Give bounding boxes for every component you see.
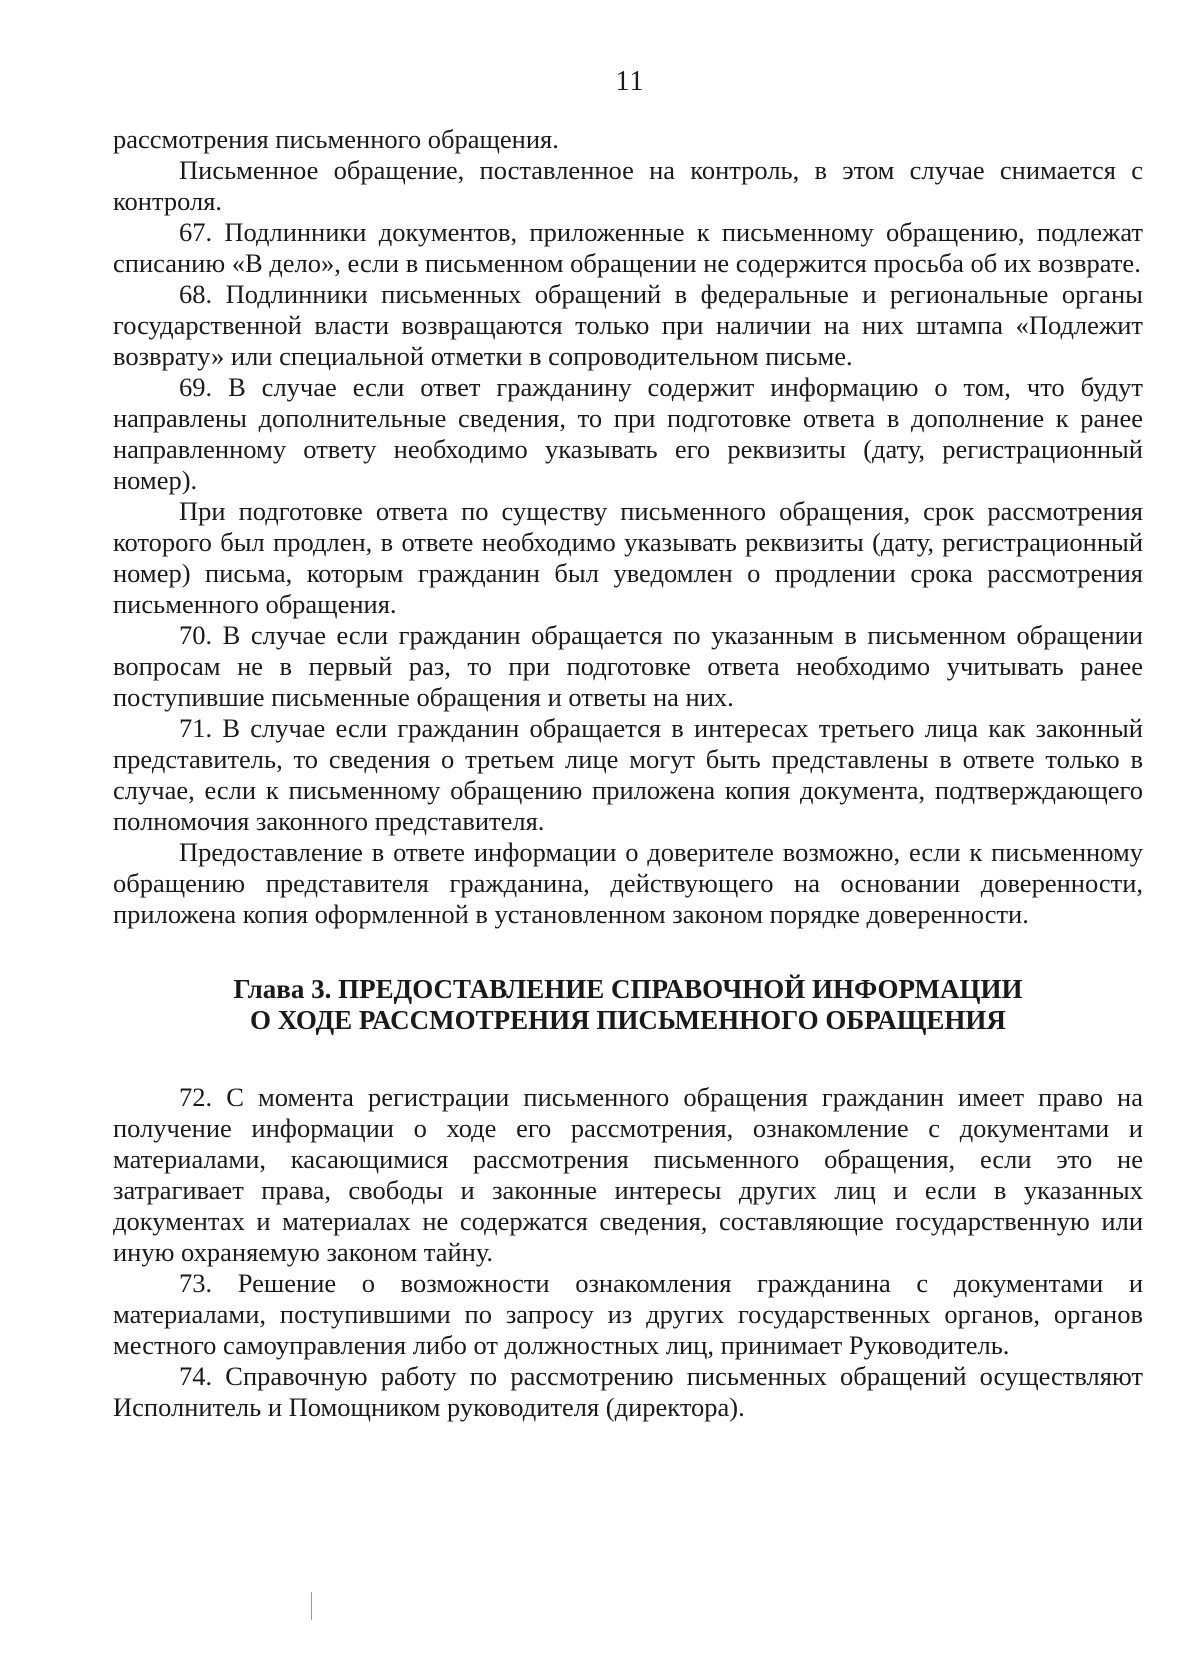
paragraph: Письменное обращение, поставленное на контроль, в этом случае снимается с контроля. — [113, 155, 1143, 216]
chapter-heading — [113, 974, 1143, 1036]
paragraph-item-68: 68. Подлинники письменных обращений в федеральные и региональные органы государственной власти возвращаются только при наличии на них штампа «Подлежит возврату» или специальной отметки в сопроводительном письме. — [113, 279, 1143, 371]
paragraph-item-67: 67. Подлинники документов, приложенные к письменному обращению, подлежат списанию «В дело», если в письменном обращении не содержится просьба об их возврате. — [113, 217, 1143, 278]
paragraph-item-70: 70. В случае если гражданин обращается по указанным в письменном обращении вопросам не в первый раз, то при подготовке ответа необходимо учитывать ранее поступившие письменные обращения и ответы на них. — [113, 620, 1143, 712]
paragraph-item-69: 69. В случае если ответ гражданину содержит информацию о том, что будут направлены дополнительные сведения, то при подготовке ответа в дополнение к ранее направленному ответу необходимо указывать его реквизиты (дату, регистрационный номер). — [113, 372, 1143, 495]
paragraph-item-74: 74. Справочную работу по рассмотрению письменных обращений осуществляют Исполнитель и Помощником руководителя (директора). — [113, 1361, 1143, 1422]
paragraph-item-72: 72. С момента регистрации письменного обращения гражданин имеет право на получение информации о ходе его рассмотрения, ознакомление с документами и материалами, касающимися рассмотрения письменного обращения, если это не затрагивает права, свободы и законные интересы других лиц и если в указанных документах и материалах не содержатся сведения, составляющие государственную или иную охраняемую законом тайну. — [113, 1082, 1143, 1267]
chapter-heading-line: О ХОДЕ РАССМОТРЕНИЯ ПИСЬМЕННОГО ОБРАЩЕНИЯ — [250, 1005, 1006, 1035]
scan-mark — [311, 1592, 312, 1620]
paragraph: Предоставление в ответе информации о доверителе возможно, если к письменному обращению представителя гражданина, действующего на основании доверенности, приложена копия оформленной в установленном законом порядке доверенности. — [113, 837, 1143, 929]
chapter-heading-line: Глава 3. ПРЕДОСТАВЛЕНИЕ СПРАВОЧНОЙ ИНФОРМАЦИИ — [233, 974, 1023, 1004]
paragraph-continuation: рассмотрения письменного обращения. — [113, 124, 559, 154]
paragraph-item-71: 71. В случае если гражданин обращается в интересах третьего лица как законный представитель, то сведения о третьем лице могут быть представлены в ответе только в случае, если к письменному обращению приложена копия документа, подтверждающего полномочия законного представителя. — [113, 713, 1143, 836]
paragraph: При подготовке ответа по существу письменного обращения, срок рассмотрения которого был продлен, в ответе необходимо указывать реквизиты (дату, регистрационный номер) письма, которым гражданин был уведомлен о продлении срока рассмотрения письменного обращения. — [113, 496, 1143, 619]
document-body — [113, 124, 1143, 1423]
paragraph-item-73: 73. Решение о возможности ознакомления гражданина с документами и материалами, поступившими по запросу из других государственных органов, органов местного самоуправления либо от должностных лиц, принимает Руководитель. — [113, 1268, 1143, 1360]
page-number: 11 — [615, 66, 645, 97]
